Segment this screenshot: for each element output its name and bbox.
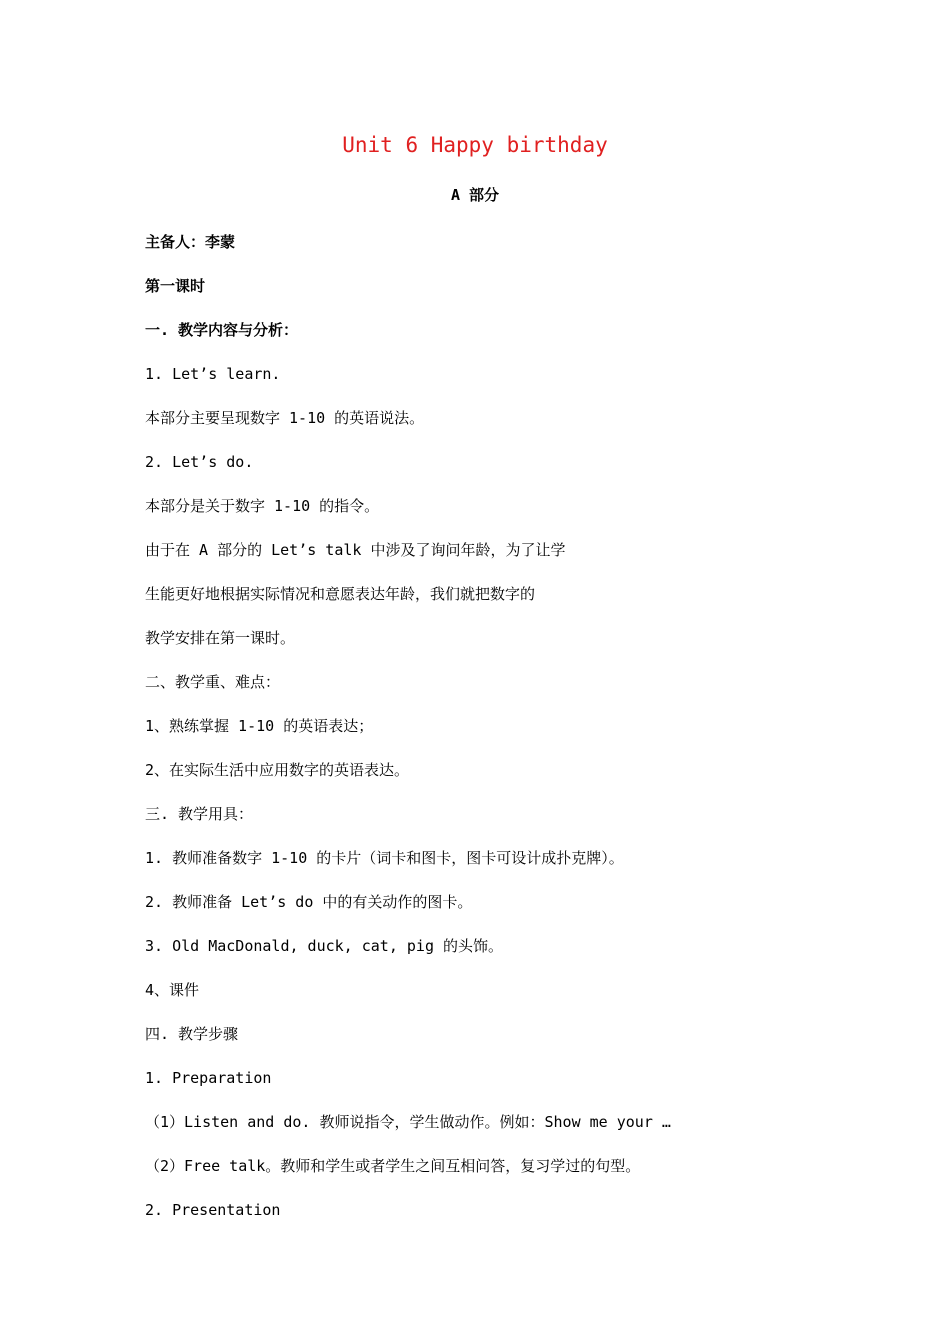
section-heading-steps: 四. 教学步骤 (145, 1025, 239, 1043)
paragraph-line: 2、在实际生活中应用数字的英语表达。 (145, 761, 410, 779)
paragraph-line: 2. Presentation (145, 1201, 281, 1219)
paragraph-line: 3. Old MacDonald, duck, cat, pig 的头饰。 (145, 937, 504, 955)
document-body (145, 229, 845, 1241)
paragraph-line: 4、课件 (145, 981, 200, 999)
document-subtitle: A 部分 (450, 186, 500, 204)
section-heading-content: 一. 教学内容与分析： (145, 321, 299, 339)
paragraph-line: 1. 教师准备数字 1-10 的卡片（词卡和图卡，图卡可设计成扑克牌）。 (145, 849, 624, 867)
paragraph-line: （2）Free talk。教师和学生或者学生之间互相问答，复习学过的句型。 (145, 1157, 641, 1175)
paragraph-line: 1. Let’s learn. (145, 365, 281, 383)
paragraph-line: （1）Listen and do. 教师说指令，学生做动作。例如：Show me your … (145, 1113, 671, 1131)
section-heading-materials: 三. 教学用具： (145, 805, 254, 823)
paragraph-line: 由于在 A 部分的 Let’s talk 中涉及了询问年龄，为了让学 (145, 541, 566, 559)
paragraph-line: 本部分主要呈现数字 1-10 的英语说法。 (145, 409, 425, 427)
paragraph-line: 1. Preparation (145, 1069, 272, 1087)
paragraph-line: 生能更好地根据实际情况和意愿表达年龄，我们就把数字的 (145, 585, 536, 603)
preparer-line: 主备人：李蒙 (145, 233, 236, 251)
paragraph-line: 教学安排在第一课时。 (145, 629, 296, 647)
paragraph-line: 2. Let’s do. (145, 453, 254, 471)
section-heading-key-points: 二、教学重、难点： (145, 673, 281, 691)
paragraph-line: 本部分是关于数字 1-10 的指令。 (145, 497, 380, 515)
paragraph-line: 1、熟练掌握 1-10 的英语表达； (145, 717, 374, 735)
document-title: Unit 6 Happy birthday (342, 133, 608, 157)
paragraph-line: 2. 教师准备 Let’s do 中的有关动作的图卡。 (145, 893, 473, 911)
lesson-period-heading: 第一课时 (145, 277, 206, 295)
